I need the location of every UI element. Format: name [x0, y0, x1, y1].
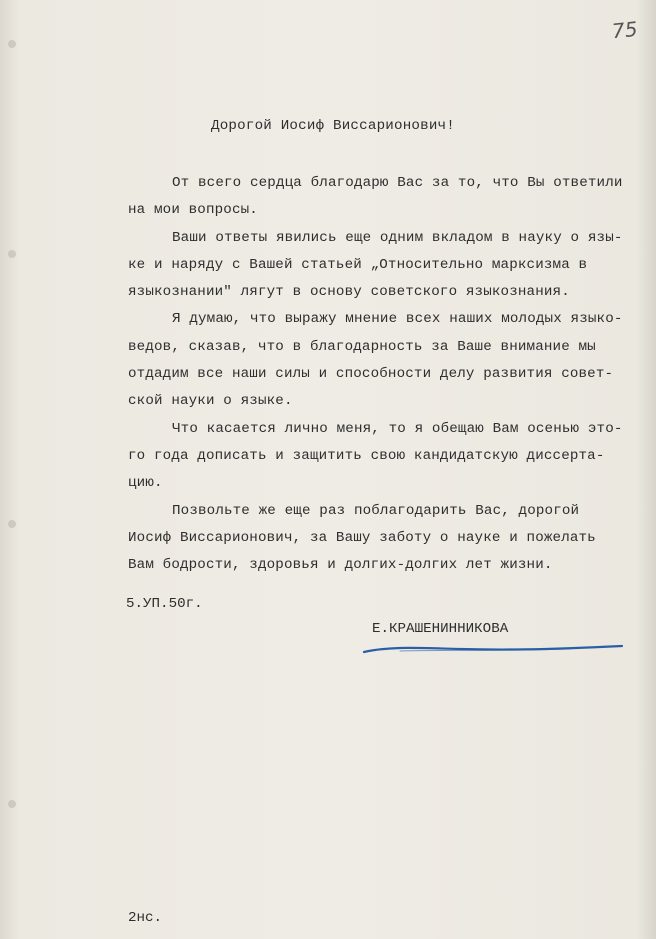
body-line: Позвольте же еще раз поблагодарить Вас, дорогой	[172, 502, 580, 519]
punch-hole	[8, 250, 16, 258]
body-line: отдадим все наши силы и способности делу развития совет-	[128, 366, 614, 383]
signer-name: Е.КРАШЕНИННИКОВА	[372, 621, 509, 637]
punch-hole	[8, 520, 16, 528]
punch-hole	[8, 800, 16, 808]
handwritten-page-number: 75	[610, 16, 639, 44]
body-line: ведов, сказав, что в благодарность за Ваше внимание мы	[128, 338, 596, 355]
salutation: Дорогой Иосиф Виссарионович!	[211, 118, 455, 134]
body-line: цию.	[128, 475, 163, 492]
body-line: языкознании" лягут в основу советского языкознания.	[128, 284, 570, 301]
letter-date: 5.УП.50г.	[126, 596, 203, 612]
body-line: ской науки о языке.	[128, 393, 293, 410]
body-line: Я думаю, что выражу мнение всех наших молодых языко-	[172, 311, 623, 328]
signature-stroke	[360, 638, 630, 662]
body-line: на мои вопросы.	[128, 202, 258, 219]
letter-body	[128, 170, 628, 579]
body-line: ке и наряду с Вашей статьей „Относительно марксизма в	[128, 256, 588, 273]
body-line: Иосиф Виссарионович, за Вашу заботу о науке и пожелать	[128, 529, 596, 546]
punch-hole	[8, 40, 16, 48]
body-line: Вам бодрости, здоровья и долгих-долгих лет жизни.	[128, 557, 553, 574]
body-line: го года дописать и защитить свою кандидатскую диссерта-	[128, 447, 605, 464]
binding-edge	[6, 0, 20, 939]
body-line: От всего сердца благодарю Вас за то, что Вы ответили	[172, 175, 623, 191]
typist-mark: 2нс.	[128, 910, 163, 926]
body-line: Ваши ответы явились еще одним вкладом в науку о язы-	[172, 229, 623, 246]
body-line: Что касается лично меня, то я обещаю Вам осенью это-	[172, 420, 623, 437]
